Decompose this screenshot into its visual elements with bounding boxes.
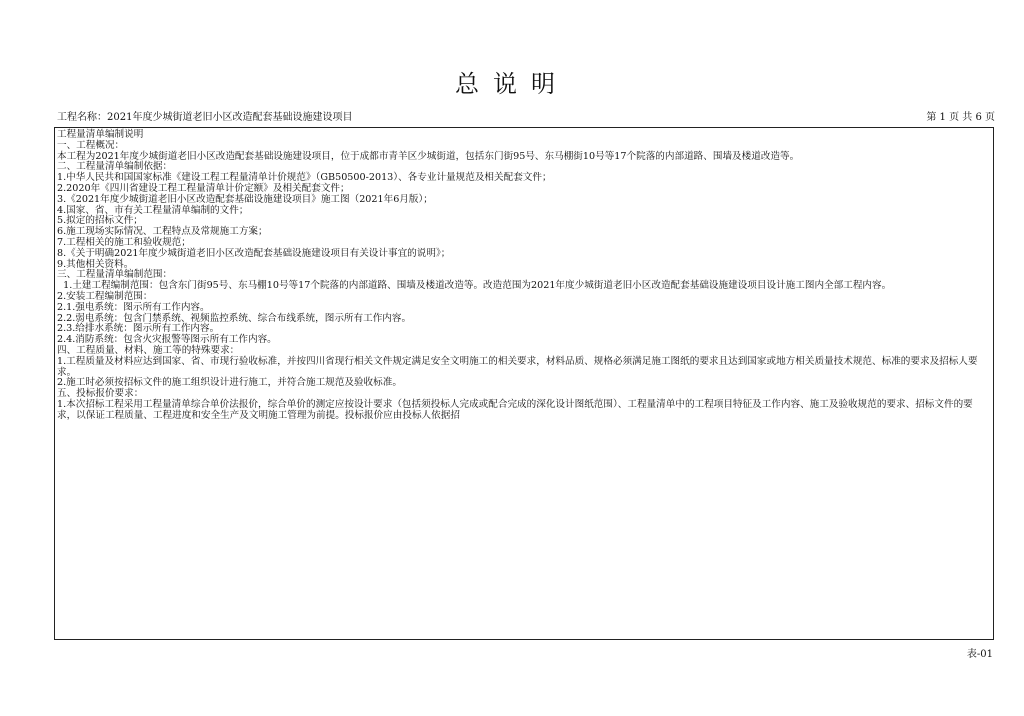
description-content xyxy=(57,130,989,422)
description-line: 1.本次招标工程采用工程量清单综合单价法报价，综合单价的测定应按设计要求（包括须投标人完成或配合完成的深化设计图纸范围）、工程量清单中的工程项目特征及工作内容、施工及验收规范的要求、招标文件的要求，以保证工程质量、工程进度和安全生产及文明施工管理为前提。投标报价应由投标人依据招 xyxy=(57,398,973,421)
description-line: 1.中华人民共和国国家标准《建设工程工程量清单计价规范》（GB50500-2013）、各专业计量规范及相关配套文件； xyxy=(57,172,552,184)
description-line: 一、工程概况： xyxy=(57,139,125,151)
description-line: 9.其他相关资料。 xyxy=(57,258,134,270)
description-line: 四、工程质量、材料、施工等的特殊要求： xyxy=(57,344,240,356)
description-frame xyxy=(54,127,994,640)
description-line: 1.工程质量及材料应达到国家、省、市现行验收标准，并按四川省现行相关文件规定满足安全文明施工的相关要求，材料品质、规格必须满足施工图纸的要求且达到国家或地方相关质量技术规范、标准的要求及招标人要求。 xyxy=(57,355,978,378)
description-line: 工程量清单编制说明 xyxy=(57,129,144,140)
table-code: 表-01 xyxy=(966,649,993,660)
description-line: 8.《关于明确2021年度少城街道老旧小区改造配套基础设施建设项目有关设计事宜的说明》； xyxy=(57,247,451,259)
description-line: 2.3.给排水系统：图示所有工作内容。 xyxy=(57,323,220,335)
description-line: 7.工程相关的施工和验收规范； xyxy=(57,236,191,248)
description-line: 2.2.弱电系统：包含门禁系统、视频监控系统、综合布线系统，图示所有工作内容。 xyxy=(57,312,412,324)
description-line: 1.土建工程编制范围：包含东门街95号、东马棚10号等17个院落的内部道路、围墙及楼道改造等。改造范围为2021年度少城街道老旧小区改造配套基础设施建设项目设计施工图内全部工程内容。 xyxy=(57,280,892,292)
description-line: 五、投标报价要求： xyxy=(57,388,144,400)
page-title: 总说明 xyxy=(455,70,569,98)
description-line: 二、工程量清单编制依据： xyxy=(57,161,173,173)
description-line: 三、工程量清单编制范围： xyxy=(57,269,173,281)
description-line: 4.国家、省、市有关工程量清单编制的文件； xyxy=(57,204,249,216)
project-name: 工程名称：2021年度少城街道老旧小区改造配套基础设施建设项目 xyxy=(57,112,353,123)
description-line: 6.施工现场实际情况、工程特点及常规施工方案； xyxy=(57,226,268,238)
description-line: 本工程为2021年度少城街道老旧小区改造配套基础设施建设项目，位于成都市青羊区少城街道，包括东门街95号、东马棚街10号等17个院落的内部道路、围墙及楼道改造等。 xyxy=(57,150,800,162)
description-line: 2.安装工程编制范围： xyxy=(57,290,153,302)
description-line: 3.《2021年度少城街道老旧小区改造配套基础设施建设项目》施工图（2021年6月版）； xyxy=(57,193,433,205)
description-line: 2.4.消防系统：包含火灾报警等图示所有工作内容。 xyxy=(57,334,277,346)
page-info: 第 1 页 共 6 页 xyxy=(926,112,995,123)
description-line: 2.2020年《四川省建设工程工程量清单计价定额》及相关配套文件； xyxy=(57,182,350,194)
description-line: 2.施工时必须按招标文件的施工组织设计进行施工，并符合施工规范及验收标准。 xyxy=(57,377,402,389)
header-row xyxy=(57,111,995,125)
description-line: 2.1.强电系统：图示所有工作内容。 xyxy=(57,301,210,313)
description-line: 5.拟定的招标文件； xyxy=(57,215,143,227)
